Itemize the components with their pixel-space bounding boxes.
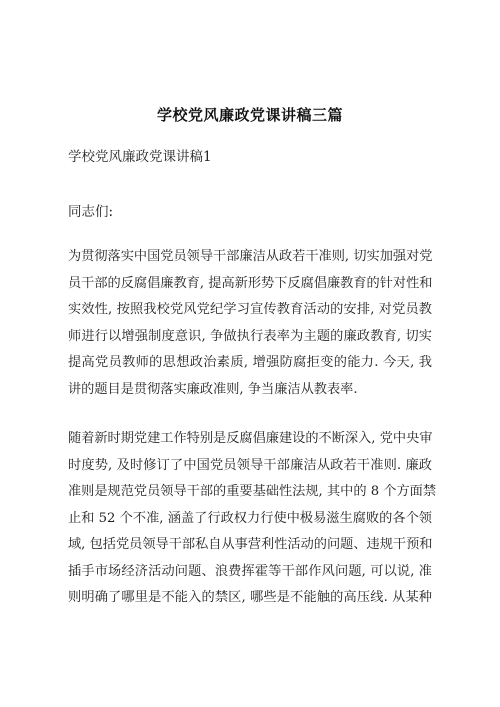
- salutation: 同志们:: [68, 204, 114, 220]
- paragraph-line: 时度势, 及时修订了中国党员领导干部廉洁从政若干准则. 廉政: [68, 457, 432, 473]
- paragraph-line: 随着新时期党建工作特别是反腐倡廉建设的不断深入, 党中央审: [68, 431, 433, 446]
- paragraph-line: 讲的题目是贯彻落实廉政准则, 争当廉洁从教表率.: [68, 381, 358, 397]
- paragraph-line: 提高党员教师的思想政治素质, 增强防腐拒变的能力. 今天, 我: [68, 355, 432, 370]
- paragraph-line: 止和 52 个不准, 涵盖了行政权力行使中极易滋生腐败的各个领: [68, 510, 432, 526]
- speech-subtitle: 学校党风廉政党课讲稿1: [68, 149, 212, 165]
- paragraph-line: 则明确了哪里是不能入的禁区, 哪些是不能触的高压线. 从某种: [68, 590, 432, 605]
- paragraph-line: 插手市场经济活动问题、浪费挥霍等干部作风问题, 可以说, 准: [68, 563, 432, 579]
- paragraph-line: 师进行以增强制度意识, 争做执行表率为主题的廉政教育, 切实: [68, 328, 432, 344]
- paragraph-line: 为贯彻落实中国党员领导干部廉洁从政若干准则, 切实加强对党: [68, 249, 433, 264]
- paragraph-line: 员干部的反腐倡廉教育, 提高新形势下反腐倡廉教育的针对性和: [68, 275, 433, 291]
- paragraph-line: 域, 包括党员领导干部私自从事营利性活动的问题、违规干预和: [68, 537, 433, 552]
- paragraph-1: [68, 244, 432, 403]
- document-title: 学校党风廉政党课讲稿三篇: [156, 106, 343, 124]
- paragraph-line: 准则是规范党员领导干部的重要基础性法规, 其中的 8 个方面禁: [68, 484, 437, 499]
- paragraph-line: 实效性, 按照我校党风党纪学习宣传教育活动的安排, 对党员教: [68, 302, 432, 317]
- paragraph-2: [68, 426, 437, 612]
